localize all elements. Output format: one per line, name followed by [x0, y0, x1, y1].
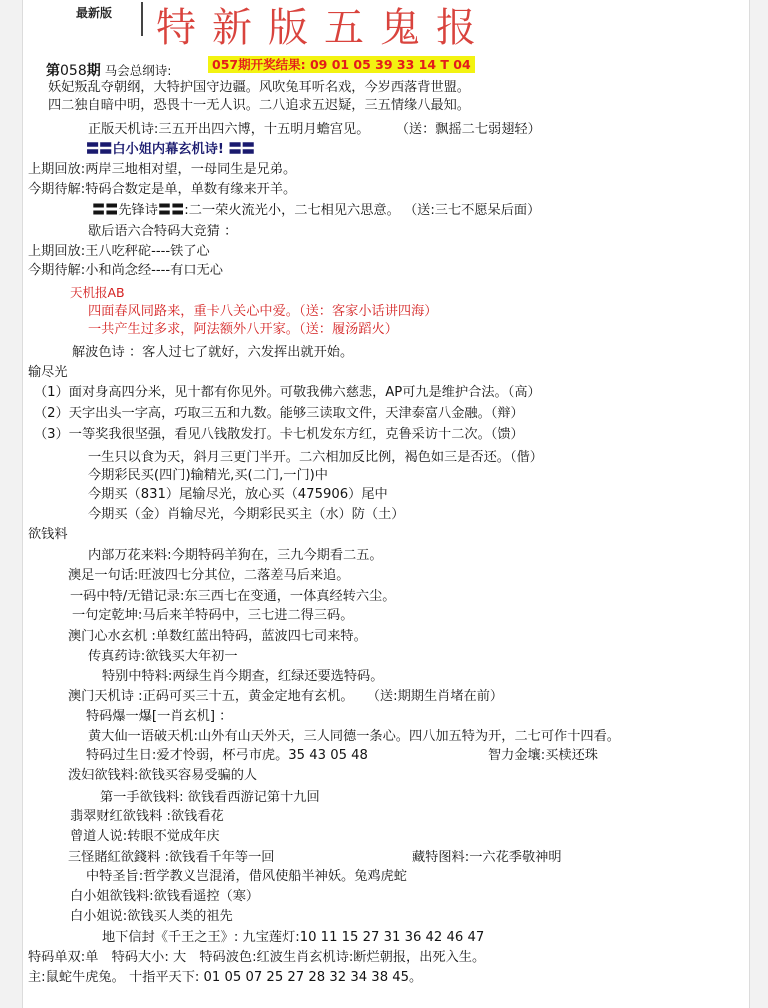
poem-line: 智力金壤:买椟还珠 [488, 748, 598, 763]
section-heading: 特码爆一爆[一肖玄机] ： [86, 709, 233, 724]
poem-line: 澳门天机诗 :正码可买三十五，黄金定地有玄机。 （送:期期生肖堵在前） [68, 689, 504, 704]
issue-number [46, 60, 171, 80]
poem-line: 四面春风同路来，重卡八关心中爱。（送：客家小话讲四海） [88, 304, 438, 319]
poem-line: 黄大仙一语破天机:山外有山天外天，三人同德一条心。四八加五特为开，二七可作十四看。 [88, 729, 620, 744]
title-divider [141, 2, 143, 36]
poem-line: 特别中特料:两绿生肖今期查，红绿还要选特码。 [102, 669, 384, 684]
edition-badge: 最新版 [76, 6, 113, 20]
poem-line: 一句定乾坤:马后来羊特码中，三七进二得三码。 [72, 608, 354, 623]
poem-line: 正版天机诗:三五开出四六博，十五明月蟾宫见。 （送：飘摇二七弱翅轻） [88, 122, 541, 137]
poem-line: 解波色诗 ：客人过七了就好，六发挥出就开始。 [72, 345, 354, 360]
poem-line: 地下信封《千王之王》: 九宝莲灯:10 11 15 27 31 36 42 46 47 [102, 930, 485, 945]
poem-line: 藏特图料:一六花季敬神明 [412, 850, 562, 865]
section-heading: 〓〓白小姐内幕玄机诗! 〓〓 [86, 142, 255, 157]
issue-prefix: 第 [46, 63, 60, 79]
poem-line: 今期买（831）尾输尽光，放心买（475906）尾中 [88, 487, 388, 502]
section-heading: 歇后语六合特码大竞猜 ： [88, 224, 238, 239]
poem-line: 一生只以食为天，斜月三更门半开。二六相加反比例，褐色如三是否还。（偕） [88, 450, 543, 465]
poem-line: 曾道人说:转眼不觉成年庆 [70, 829, 220, 844]
poem-line: 内部万花来料:今期特码羊狗在，三九今期看二五。 [88, 548, 383, 563]
issue-suffix: 期 [86, 63, 101, 79]
poem-line: 中特圣旨:哲学教义岂混淆，借风使船半神妖。兔鸡虎蛇 [86, 869, 407, 884]
page-title: 特新版五鬼报 [156, 5, 492, 51]
poem-line: 泼妇欲钱料:欲钱买容易受骗的人 [68, 768, 258, 783]
poem-line: （1）面对身高四分米，见十都有你见外。可敬我佛六慈悲，AP可九是维护合法。（高） [34, 385, 541, 400]
poem-line: （2）天字出头一字高，巧取三五和九数。能够三读取文件，天津泰富八金融。（辩） [34, 406, 524, 421]
poem-line: 主:鼠蛇牛虎兔。 十指平天下: 01 05 07 25 27 28 32 34 38 45。 [28, 970, 423, 985]
issue-label: 马会总纲诗: [104, 63, 172, 78]
issue-number-value: 058 [60, 63, 87, 79]
poem-line: 一共产生过多求，阿法额外八开家。（送：履汤蹈火） [88, 322, 398, 337]
poem-line: 今期待解:小和尚念经----有口无心 [28, 263, 223, 278]
poem-line: 妖妃叛乱夺朝纲，大特护国守边疆。风吹兔耳听名戏，今岁西落背世盟。 [48, 80, 470, 95]
poem-line: 〓〓先锋诗〓〓:二一荣火流光小，二七相见六思意。 （送:三七不愿呆后面） [92, 203, 541, 218]
poem-line: 一码中特/无错记录:东三西七在变通，一体真经转六尘。 [70, 589, 396, 604]
poem-line: 特码单双:单 特码大小: 大 特码波色:红波生肖玄机诗:断烂朝报，出死入生。 [28, 950, 486, 965]
section-heading: 欲钱料 [28, 527, 68, 542]
poem-line: 白小姐说:欲钱买人类的祖先 [70, 909, 233, 924]
poem-line: 上期回放:王八吃秤砣----铁了心 [28, 244, 210, 259]
poem-line: 澳门心水玄机 :单数红蓝出特码，蓝波四七司来特。 [68, 629, 367, 644]
poem-line: 翡翠财红欲钱料 :欲钱看花 [70, 809, 224, 824]
poem-line: 四二独自暗中明，恐畏十一无人识。二八追求五迟疑，三五情缘八最知。 [48, 98, 470, 113]
poem-line: 白小姐欲钱料:欲钱看遥控（寒） [70, 889, 260, 904]
poem-line: 今期待解:特码合数定是单，单数有缘来开羊。 [28, 182, 297, 197]
poem-line: 今期彩民买(四门)输精光,买(二门,一门)中 [88, 468, 328, 483]
section-heading: 输尽光 [28, 365, 68, 380]
lottery-result-highlight: 057期开奖结果: 09 01 05 39 33 14 T 04 [208, 56, 475, 73]
section-heading: 天机报AB [70, 285, 125, 300]
poem-line: 今期买（金）肖输尽光，今期彩民买主（水）防（土） [88, 507, 405, 522]
poem-line: 澳足一句话:旺波四七分其位，二落差马后来追。 [68, 568, 350, 583]
poem-line: 特码过生日:爱才怜弱，杯弓市虎。35 43 05 48 [86, 748, 368, 763]
poem-line: 三怪賭紅欲錢料 :欲钱看千年等一回 [68, 850, 275, 865]
poem-line: 传真药诗:欲钱买大年初一 [88, 649, 238, 664]
poem-line: 第一手欲钱料: 欲钱看西游记第十九回 [100, 790, 320, 805]
poem-line: （3）一等奖我很坚强，看见八钱散发打。卡七机发东方红，克鲁采访十二次。（馈） [34, 427, 524, 442]
poem-line: 上期回放:两岸三地相对望，一母同生是兄弟。 [28, 162, 297, 177]
